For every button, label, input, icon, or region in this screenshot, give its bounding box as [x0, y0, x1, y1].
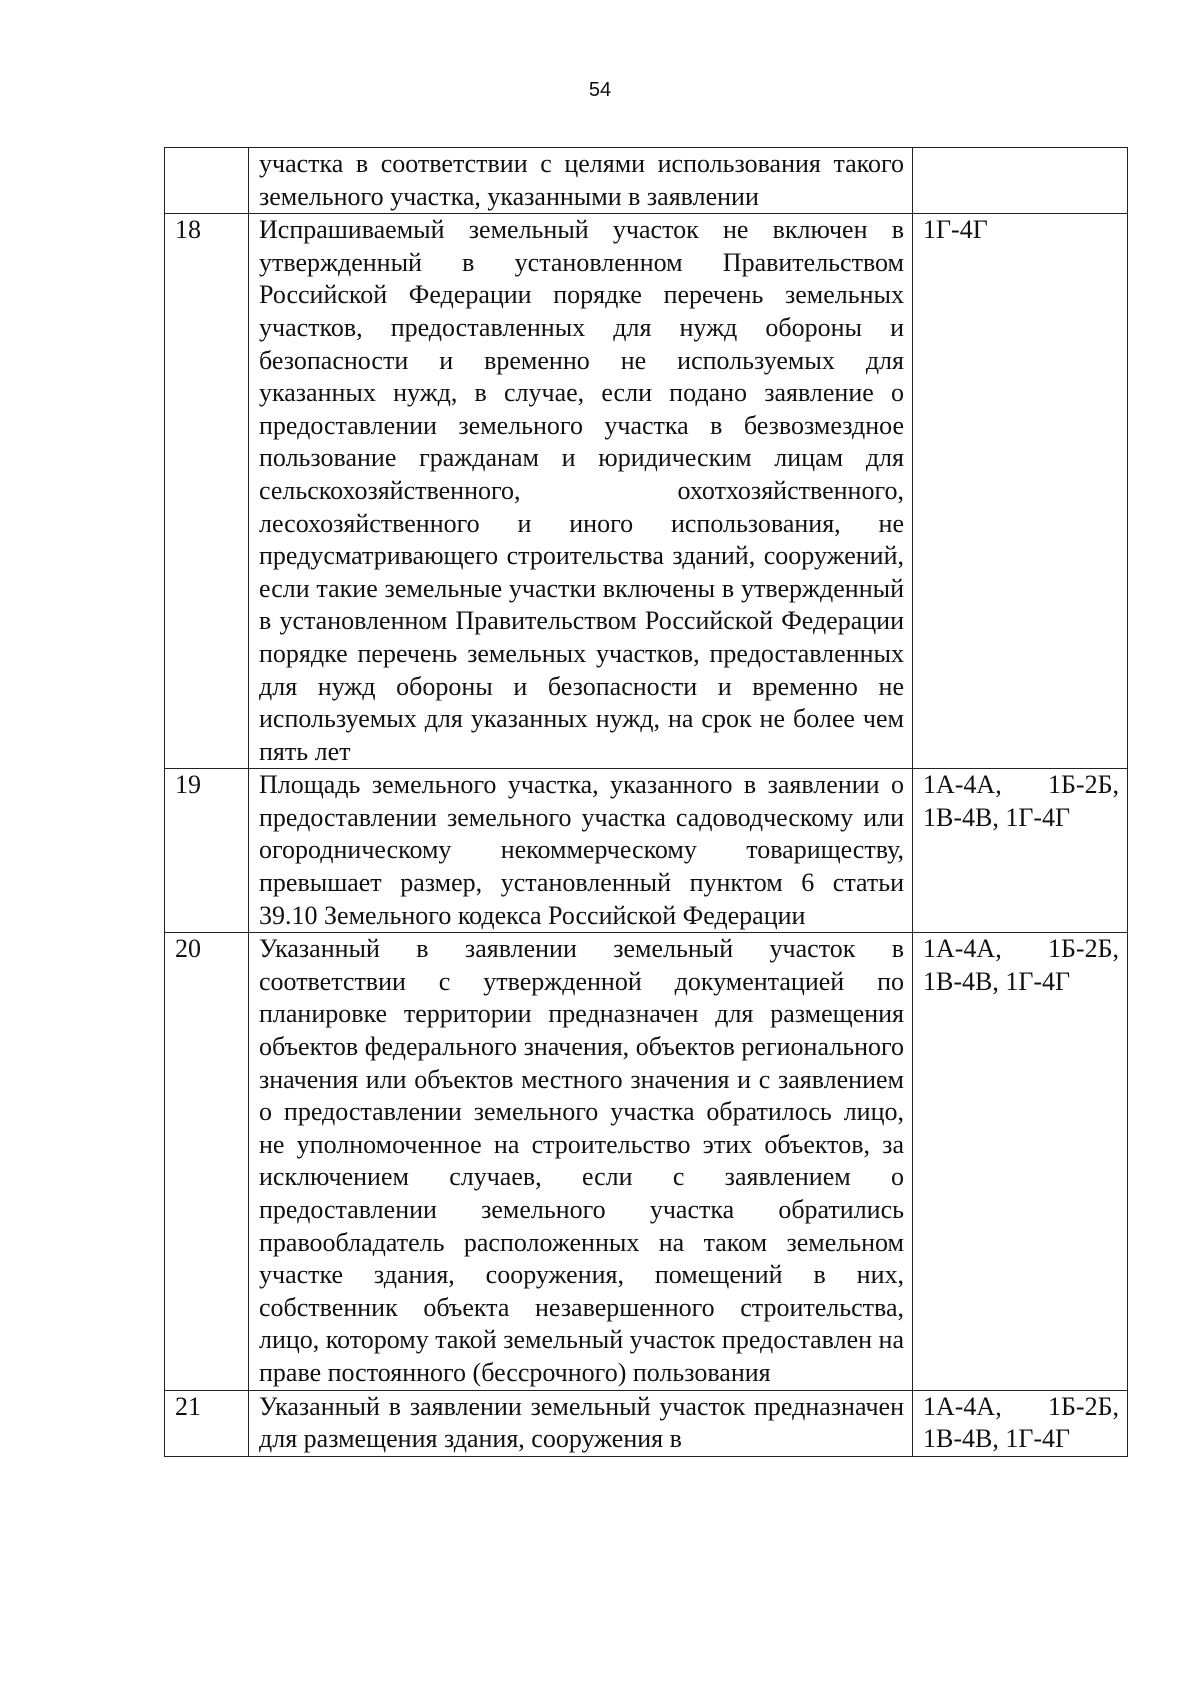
row-text-cell: Площадь земельного участка, указанного в заявлении о предоставлении земельного участка садоводческому или огородническому некоммерческому товариществу, превышает размер, установленный пунктом 6 статьи 39.10 Земельного кодекса Российской Федерации	[249, 769, 913, 933]
row-number-cell: 20	[165, 933, 249, 1390]
row-code-cell	[913, 148, 1128, 214]
row-code-cell: 1А-4А, 1Б-2Б, 1В-4В, 1Г-4Г	[913, 933, 1128, 1390]
row-number-cell: 21	[165, 1390, 249, 1456]
row-text-cell: участка в соответствии с целями использования такого земельного участка, указанными в заявлении	[249, 148, 913, 214]
table-row	[165, 769, 1128, 933]
row-code-cell: 1Г-4Г	[913, 214, 1128, 769]
row-text-cell: Указанный в заявлении земельный участок в соответствии с утвержденной документацией по планировке территории предназначен для размещения объектов федерального значения, объектов регионального значения или объектов местного значения и с заявлением о предоставлении земельного участка обратилось лицо, не уполномоченное на строительство этих объектов, за исключением случаев, если с заявлением о предоставлении земельного участка обратились правообладатель расположенных на таком земельном участке здания, сооружения, помещений в них, собственник объекта незавершенного строительства, лицо, которому такой земельный участок предоставлен на праве постоянного (бессрочного) пользования	[249, 933, 913, 1390]
row-number-cell: 18	[165, 214, 249, 769]
table-row	[165, 214, 1128, 769]
row-code-cell: 1А-4А, 1Б-2Б, 1В-4В, 1Г-4Г	[913, 1390, 1128, 1456]
table-row	[165, 933, 1128, 1390]
table-row	[165, 148, 1128, 214]
row-number-cell: 19	[165, 769, 249, 933]
row-text-cell: Испрашиваемый земельный участок не включен в утвержденный в установленном Правительством Российской Федерации порядке перечень земельных участков, предоставленных для нужд обороны и безопасности и временно не используемых для указанных нужд, в случае, если подано заявление о предоставлении земельного участка в безвозмездное пользование гражданам и юридическим лицам для сельскохозяйственного, охотхозяйственного, лесохозяйственного и иного использования, не предусматривающего строительства зданий, сооружений, если такие земельные участки включены в утвержденный в установленном Правительством Российской Федерации порядке перечень земельных участков, предоставленных для нужд обороны и безопасности и временно не используемых для указанных нужд, на срок не более чем пять лет	[249, 214, 913, 769]
conditions-table	[164, 147, 1128, 1457]
table-row	[165, 1390, 1128, 1456]
row-text-cell: Указанный в заявлении земельный участок предназначен для размещения здания, сооружения в	[249, 1390, 913, 1456]
row-code-cell: 1А-4А, 1Б-2Б, 1В-4В, 1Г-4Г	[913, 769, 1128, 933]
row-number-cell	[165, 148, 249, 214]
page-number: 54	[588, 79, 612, 101]
